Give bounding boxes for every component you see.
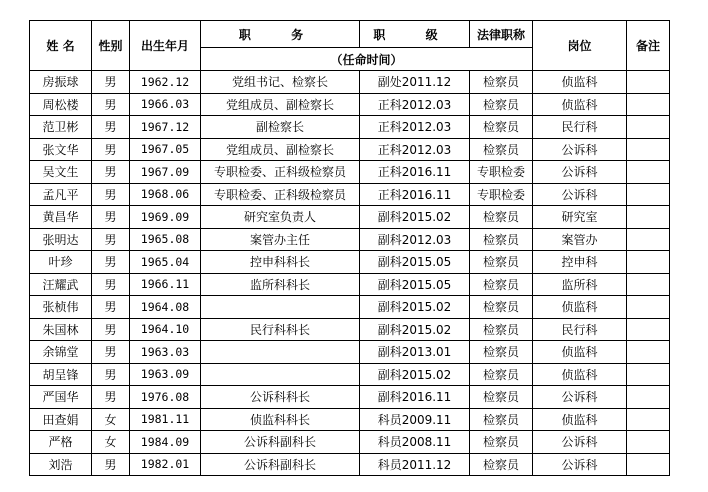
cell-duty: 党组成员、副检察长 bbox=[201, 138, 360, 161]
cell-post: 公诉科 bbox=[533, 183, 627, 206]
cell-rank: 副科2015.02 bbox=[360, 296, 470, 319]
table-row bbox=[30, 251, 670, 274]
cell-birth: 1967.05 bbox=[130, 138, 201, 161]
table-row bbox=[30, 453, 670, 476]
cell-note bbox=[627, 93, 670, 116]
table-body bbox=[30, 71, 670, 476]
cell-name: 张文华 bbox=[30, 138, 92, 161]
cell-gender: 男 bbox=[92, 206, 130, 229]
cell-birth: 1964.08 bbox=[130, 296, 201, 319]
cell-note bbox=[627, 116, 670, 139]
cell-birth: 1965.04 bbox=[130, 251, 201, 274]
cell-name: 朱国林 bbox=[30, 318, 92, 341]
cell-post: 侦监科 bbox=[533, 341, 627, 364]
cell-title: 检察员 bbox=[470, 206, 533, 229]
cell-title: 专职检委 bbox=[470, 161, 533, 184]
cell-birth: 1964.10 bbox=[130, 318, 201, 341]
header-appointment: （任命时间） bbox=[201, 48, 533, 71]
table-row bbox=[30, 116, 670, 139]
cell-gender: 女 bbox=[92, 408, 130, 431]
cell-gender: 男 bbox=[92, 386, 130, 409]
cell-gender: 男 bbox=[92, 363, 130, 386]
header-post: 岗位 bbox=[533, 21, 627, 71]
cell-title: 检察员 bbox=[470, 296, 533, 319]
cell-name: 汪耀武 bbox=[30, 273, 92, 296]
cell-birth: 1969.09 bbox=[130, 206, 201, 229]
cell-note bbox=[627, 408, 670, 431]
header-title: 法律职称 bbox=[470, 21, 533, 48]
cell-title: 检察员 bbox=[470, 453, 533, 476]
cell-birth: 1984.09 bbox=[130, 431, 201, 454]
cell-title: 专职检委 bbox=[470, 183, 533, 206]
cell-duty: 研究室负责人 bbox=[201, 206, 360, 229]
table-row bbox=[30, 318, 670, 341]
table-row bbox=[30, 408, 670, 431]
table-row bbox=[30, 363, 670, 386]
table-row bbox=[30, 273, 670, 296]
cell-rank: 副科2016.11 bbox=[360, 386, 470, 409]
table-row bbox=[30, 206, 670, 229]
cell-rank: 科员2011.12 bbox=[360, 453, 470, 476]
cell-duty: 公诉科科长 bbox=[201, 386, 360, 409]
cell-note bbox=[627, 296, 670, 319]
cell-name: 吴文生 bbox=[30, 161, 92, 184]
cell-gender: 男 bbox=[92, 296, 130, 319]
cell-gender: 男 bbox=[92, 251, 130, 274]
cell-note bbox=[627, 363, 670, 386]
cell-name: 张明达 bbox=[30, 228, 92, 251]
cell-gender: 女 bbox=[92, 431, 130, 454]
cell-rank: 正科2012.03 bbox=[360, 116, 470, 139]
cell-note bbox=[627, 138, 670, 161]
table-row bbox=[30, 431, 670, 454]
table-row bbox=[30, 161, 670, 184]
cell-rank: 正科2016.11 bbox=[360, 183, 470, 206]
cell-rank: 科员2009.11 bbox=[360, 408, 470, 431]
cell-duty: 公诉科副科长 bbox=[201, 431, 360, 454]
cell-post: 控申科 bbox=[533, 251, 627, 274]
cell-rank: 副科2015.02 bbox=[360, 206, 470, 229]
table-row bbox=[30, 183, 670, 206]
cell-birth: 1966.11 bbox=[130, 273, 201, 296]
table-row bbox=[30, 386, 670, 409]
cell-name: 范卫彬 bbox=[30, 116, 92, 139]
header-note: 备注 bbox=[627, 21, 670, 71]
cell-duty: 案管办主任 bbox=[201, 228, 360, 251]
cell-post: 侦监科 bbox=[533, 93, 627, 116]
cell-name: 周松楼 bbox=[30, 93, 92, 116]
header-gender: 性别 bbox=[92, 21, 130, 71]
cell-note bbox=[627, 183, 670, 206]
cell-gender: 男 bbox=[92, 71, 130, 94]
cell-post: 民行科 bbox=[533, 116, 627, 139]
cell-rank: 副科2015.02 bbox=[360, 318, 470, 341]
cell-post: 公诉科 bbox=[533, 161, 627, 184]
table-row bbox=[30, 296, 670, 319]
cell-post: 侦监科 bbox=[533, 363, 627, 386]
table-row bbox=[30, 228, 670, 251]
cell-gender: 男 bbox=[92, 273, 130, 296]
cell-note bbox=[627, 251, 670, 274]
cell-note bbox=[627, 341, 670, 364]
cell-duty: 侦监科科长 bbox=[201, 408, 360, 431]
cell-rank: 副科2015.05 bbox=[360, 273, 470, 296]
cell-title: 检察员 bbox=[470, 228, 533, 251]
cell-gender: 男 bbox=[92, 161, 130, 184]
cell-post: 公诉科 bbox=[533, 138, 627, 161]
cell-duty: 专职检委、正科级检察员 bbox=[201, 183, 360, 206]
cell-post: 公诉科 bbox=[533, 453, 627, 476]
cell-rank: 正科2016.11 bbox=[360, 161, 470, 184]
cell-gender: 男 bbox=[92, 318, 130, 341]
cell-name: 孟凡平 bbox=[30, 183, 92, 206]
cell-name: 刘浩 bbox=[30, 453, 92, 476]
cell-gender: 男 bbox=[92, 453, 130, 476]
cell-post: 公诉科 bbox=[533, 386, 627, 409]
cell-gender: 男 bbox=[92, 93, 130, 116]
cell-note bbox=[627, 161, 670, 184]
cell-gender: 男 bbox=[92, 228, 130, 251]
cell-birth: 1963.03 bbox=[130, 341, 201, 364]
header-duty: 职 务 bbox=[201, 21, 360, 48]
cell-gender: 男 bbox=[92, 183, 130, 206]
cell-gender: 男 bbox=[92, 341, 130, 364]
header-row bbox=[30, 21, 670, 48]
cell-duty: 控申科科长 bbox=[201, 251, 360, 274]
cell-title: 检察员 bbox=[470, 251, 533, 274]
cell-post: 案管办 bbox=[533, 228, 627, 251]
cell-birth: 1967.12 bbox=[130, 116, 201, 139]
cell-title: 检察员 bbox=[470, 273, 533, 296]
cell-name: 胡呈锋 bbox=[30, 363, 92, 386]
cell-birth: 1962.12 bbox=[130, 71, 201, 94]
cell-rank: 副处2011.12 bbox=[360, 71, 470, 94]
cell-birth: 1968.06 bbox=[130, 183, 201, 206]
cell-duty: 监所科科长 bbox=[201, 273, 360, 296]
cell-rank: 科员2008.11 bbox=[360, 431, 470, 454]
cell-note bbox=[627, 386, 670, 409]
cell-duty: 党组成员、副检察长 bbox=[201, 93, 360, 116]
cell-duty: 民行科科长 bbox=[201, 318, 360, 341]
cell-title: 检察员 bbox=[470, 138, 533, 161]
cell-birth: 1967.09 bbox=[130, 161, 201, 184]
cell-post: 侦监科 bbox=[533, 408, 627, 431]
cell-post: 侦监科 bbox=[533, 71, 627, 94]
table-row bbox=[30, 93, 670, 116]
cell-duty bbox=[201, 296, 360, 319]
cell-note bbox=[627, 71, 670, 94]
cell-birth: 1965.08 bbox=[130, 228, 201, 251]
cell-duty bbox=[201, 363, 360, 386]
cell-rank: 副科2015.02 bbox=[360, 363, 470, 386]
cell-post: 民行科 bbox=[533, 318, 627, 341]
cell-rank: 副科2013.01 bbox=[360, 341, 470, 364]
cell-note bbox=[627, 228, 670, 251]
table-row bbox=[30, 138, 670, 161]
cell-title: 检察员 bbox=[470, 116, 533, 139]
cell-note bbox=[627, 273, 670, 296]
cell-title: 检察员 bbox=[470, 431, 533, 454]
cell-birth: 1963.09 bbox=[130, 363, 201, 386]
cell-title: 检察员 bbox=[470, 386, 533, 409]
staff-table bbox=[29, 20, 670, 476]
cell-post: 监所科 bbox=[533, 273, 627, 296]
cell-name: 余锦堂 bbox=[30, 341, 92, 364]
cell-note bbox=[627, 453, 670, 476]
cell-title: 检察员 bbox=[470, 363, 533, 386]
table-row bbox=[30, 71, 670, 94]
header-name: 姓 名 bbox=[30, 21, 92, 71]
cell-duty: 副检察长 bbox=[201, 116, 360, 139]
cell-rank: 副科2015.05 bbox=[360, 251, 470, 274]
cell-duty bbox=[201, 341, 360, 364]
cell-title: 检察员 bbox=[470, 341, 533, 364]
cell-name: 黄昌华 bbox=[30, 206, 92, 229]
cell-name: 叶珍 bbox=[30, 251, 92, 274]
cell-gender: 男 bbox=[92, 138, 130, 161]
cell-name: 张桢伟 bbox=[30, 296, 92, 319]
cell-post: 公诉科 bbox=[533, 431, 627, 454]
cell-duty: 公诉科副科长 bbox=[201, 453, 360, 476]
cell-post: 侦监科 bbox=[533, 296, 627, 319]
cell-birth: 1966.03 bbox=[130, 93, 201, 116]
cell-name: 严国华 bbox=[30, 386, 92, 409]
cell-title: 检察员 bbox=[470, 408, 533, 431]
cell-name: 严格 bbox=[30, 431, 92, 454]
cell-post: 研究室 bbox=[533, 206, 627, 229]
header-rank: 职 级 bbox=[360, 21, 470, 48]
cell-gender: 男 bbox=[92, 116, 130, 139]
cell-birth: 1982.01 bbox=[130, 453, 201, 476]
cell-note bbox=[627, 318, 670, 341]
cell-note bbox=[627, 431, 670, 454]
table-row bbox=[30, 341, 670, 364]
header-birth: 出生年月 bbox=[130, 21, 201, 71]
cell-rank: 正科2012.03 bbox=[360, 138, 470, 161]
cell-title: 检察员 bbox=[470, 318, 533, 341]
cell-rank: 正科2012.03 bbox=[360, 93, 470, 116]
cell-birth: 1981.11 bbox=[130, 408, 201, 431]
cell-title: 检察员 bbox=[470, 71, 533, 94]
cell-rank: 副科2012.03 bbox=[360, 228, 470, 251]
cell-duty: 专职检委、正科级检察员 bbox=[201, 161, 360, 184]
cell-birth: 1976.08 bbox=[130, 386, 201, 409]
cell-name: 房振球 bbox=[30, 71, 92, 94]
cell-name: 田查娟 bbox=[30, 408, 92, 431]
cell-duty: 党组书记、检察长 bbox=[201, 71, 360, 94]
cell-title: 检察员 bbox=[470, 93, 533, 116]
cell-note bbox=[627, 206, 670, 229]
